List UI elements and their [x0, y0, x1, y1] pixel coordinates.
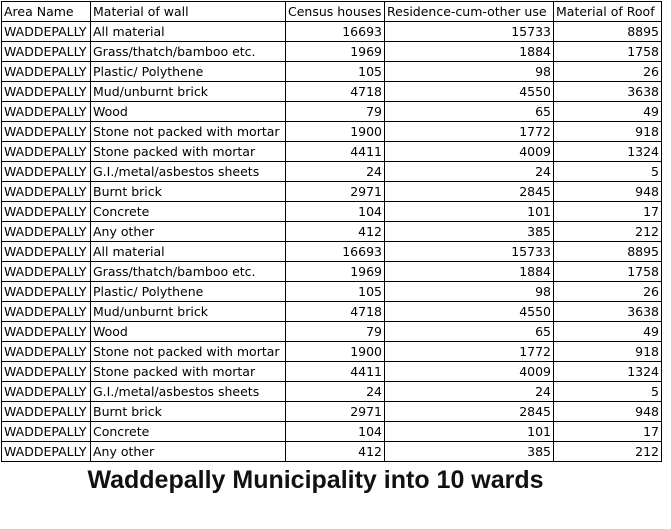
cell-material-of-roof: 948	[554, 182, 662, 202]
cell-residence-use: 65	[385, 102, 554, 122]
cell-residence-use: 4009	[385, 142, 554, 162]
cell-material-of-wall: Burnt brick	[91, 402, 286, 422]
table-row	[2, 182, 662, 202]
cell-material-of-roof: 26	[554, 282, 662, 302]
table-row	[2, 402, 662, 422]
cell-area-name: WADDEPALLY	[2, 222, 91, 242]
cell-material-of-wall: Wood	[91, 102, 286, 122]
cell-material-of-wall: Any other	[91, 222, 286, 242]
header-material-of-roof: Material of Roof	[554, 2, 662, 22]
cell-area-name: WADDEPALLY	[2, 122, 91, 142]
table-row	[2, 82, 662, 102]
table-row	[2, 102, 662, 122]
table-row	[2, 302, 662, 322]
cell-residence-use: 1772	[385, 122, 554, 142]
cell-area-name: WADDEPALLY	[2, 142, 91, 162]
table-row	[2, 62, 662, 82]
cell-material-of-roof: 212	[554, 442, 662, 462]
cell-residence-use: 1884	[385, 262, 554, 282]
cell-area-name: WADDEPALLY	[2, 62, 91, 82]
cell-residence-use: 101	[385, 422, 554, 442]
table-row	[2, 222, 662, 242]
header-census-houses: Census houses	[286, 2, 385, 22]
cell-material-of-roof: 17	[554, 422, 662, 442]
table-row	[2, 22, 662, 42]
cell-material-of-wall: Plastic/ Polythene	[91, 62, 286, 82]
cell-material-of-roof: 918	[554, 122, 662, 142]
table-row	[2, 282, 662, 302]
cell-material-of-roof: 212	[554, 222, 662, 242]
cell-residence-use: 1772	[385, 342, 554, 362]
cell-material-of-wall: Grass/thatch/bamboo etc.	[91, 42, 286, 62]
table-row	[2, 322, 662, 342]
cell-area-name: WADDEPALLY	[2, 162, 91, 182]
table-row	[2, 142, 662, 162]
table-body	[2, 22, 662, 462]
cell-area-name: WADDEPALLY	[2, 262, 91, 282]
cell-area-name: WADDEPALLY	[2, 22, 91, 42]
cell-area-name: WADDEPALLY	[2, 302, 91, 322]
cell-material-of-wall: Grass/thatch/bamboo etc.	[91, 262, 286, 282]
cell-census-houses: 104	[286, 202, 385, 222]
cell-material-of-wall: G.I./metal/asbestos sheets	[91, 382, 286, 402]
cell-area-name: WADDEPALLY	[2, 42, 91, 62]
table-row	[2, 202, 662, 222]
cell-material-of-roof: 1758	[554, 262, 662, 282]
table-row	[2, 242, 662, 262]
header-material-of-wall: Material of wall	[91, 2, 286, 22]
cell-census-houses: 1900	[286, 122, 385, 142]
cell-residence-use: 1884	[385, 42, 554, 62]
cell-material-of-roof: 3638	[554, 82, 662, 102]
cell-area-name: WADDEPALLY	[2, 242, 91, 262]
cell-residence-use: 15733	[385, 242, 554, 262]
cell-residence-use: 4550	[385, 82, 554, 102]
cell-material-of-wall: Mud/unburnt brick	[91, 82, 286, 102]
cell-material-of-wall: Burnt brick	[91, 182, 286, 202]
cell-residence-use: 2845	[385, 402, 554, 422]
cell-residence-use: 385	[385, 222, 554, 242]
cell-residence-use: 98	[385, 62, 554, 82]
cell-material-of-roof: 1324	[554, 142, 662, 162]
header-residence-cum-other-use: Residence-cum-other use	[385, 2, 554, 22]
cell-material-of-roof: 17	[554, 202, 662, 222]
cell-material-of-wall: Stone not packed with mortar	[91, 122, 286, 142]
cell-area-name: WADDEPALLY	[2, 362, 91, 382]
cell-area-name: WADDEPALLY	[2, 382, 91, 402]
cell-census-houses: 1969	[286, 262, 385, 282]
cell-census-houses: 4411	[286, 142, 385, 162]
cell-census-houses: 79	[286, 102, 385, 122]
cell-area-name: WADDEPALLY	[2, 102, 91, 122]
table-row	[2, 122, 662, 142]
cell-material-of-roof: 49	[554, 102, 662, 122]
table-row	[2, 382, 662, 402]
cell-material-of-roof: 26	[554, 62, 662, 82]
cell-census-houses: 412	[286, 222, 385, 242]
cell-census-houses: 105	[286, 282, 385, 302]
cell-area-name: WADDEPALLY	[2, 182, 91, 202]
cell-census-houses: 4718	[286, 302, 385, 322]
cell-material-of-wall: G.I./metal/asbestos sheets	[91, 162, 286, 182]
cell-residence-use: 24	[385, 382, 554, 402]
cell-area-name: WADDEPALLY	[2, 82, 91, 102]
table-row	[2, 422, 662, 442]
cell-material-of-wall: Plastic/ Polythene	[91, 282, 286, 302]
cell-material-of-wall: Mud/unburnt brick	[91, 302, 286, 322]
cell-residence-use: 4009	[385, 362, 554, 382]
cell-residence-use: 24	[385, 162, 554, 182]
cell-census-houses: 16693	[286, 22, 385, 42]
table-row	[2, 362, 662, 382]
cell-residence-use: 15733	[385, 22, 554, 42]
census-table	[1, 1, 662, 462]
cell-census-houses: 1969	[286, 42, 385, 62]
header-area-name: Area Name	[2, 2, 91, 22]
cell-census-houses: 24	[286, 382, 385, 402]
cell-material-of-wall: All material	[91, 242, 286, 262]
cell-residence-use: 4550	[385, 302, 554, 322]
page-caption: Waddepally Municipality into 10 wards	[87, 466, 544, 494]
cell-material-of-wall: Wood	[91, 322, 286, 342]
table-row	[2, 342, 662, 362]
table-row	[2, 42, 662, 62]
cell-material-of-wall: Concrete	[91, 202, 286, 222]
cell-area-name: WADDEPALLY	[2, 282, 91, 302]
cell-area-name: WADDEPALLY	[2, 402, 91, 422]
cell-material-of-roof: 5	[554, 162, 662, 182]
cell-material-of-wall: All material	[91, 22, 286, 42]
cell-material-of-wall: Concrete	[91, 422, 286, 442]
cell-census-houses: 1900	[286, 342, 385, 362]
cell-residence-use: 65	[385, 322, 554, 342]
cell-residence-use: 385	[385, 442, 554, 462]
cell-material-of-wall: Stone packed with mortar	[91, 142, 286, 162]
header-row	[2, 2, 662, 22]
cell-material-of-wall: Stone not packed with mortar	[91, 342, 286, 362]
table-row	[2, 262, 662, 282]
cell-material-of-wall: Any other	[91, 442, 286, 462]
cell-census-houses: 105	[286, 62, 385, 82]
cell-census-houses: 79	[286, 322, 385, 342]
cell-area-name: WADDEPALLY	[2, 202, 91, 222]
cell-census-houses: 16693	[286, 242, 385, 262]
cell-census-houses: 2971	[286, 402, 385, 422]
cell-census-houses: 4411	[286, 362, 385, 382]
cell-material-of-roof: 3638	[554, 302, 662, 322]
cell-residence-use: 101	[385, 202, 554, 222]
cell-area-name: WADDEPALLY	[2, 322, 91, 342]
cell-material-of-roof: 1324	[554, 362, 662, 382]
cell-material-of-roof: 8895	[554, 22, 662, 42]
cell-material-of-roof: 8895	[554, 242, 662, 262]
cell-census-houses: 2971	[286, 182, 385, 202]
cell-census-houses: 412	[286, 442, 385, 462]
cell-census-houses: 104	[286, 422, 385, 442]
cell-census-houses: 4718	[286, 82, 385, 102]
cell-area-name: WADDEPALLY	[2, 442, 91, 462]
table-row	[2, 442, 662, 462]
cell-residence-use: 98	[385, 282, 554, 302]
cell-material-of-roof: 49	[554, 322, 662, 342]
cell-census-houses: 24	[286, 162, 385, 182]
cell-material-of-roof: 948	[554, 402, 662, 422]
cell-area-name: WADDEPALLY	[2, 422, 91, 442]
cell-material-of-wall: Stone packed with mortar	[91, 362, 286, 382]
cell-material-of-roof: 918	[554, 342, 662, 362]
cell-material-of-roof: 1758	[554, 42, 662, 62]
cell-material-of-roof: 5	[554, 382, 662, 402]
table-row	[2, 162, 662, 182]
cell-area-name: WADDEPALLY	[2, 342, 91, 362]
cell-residence-use: 2845	[385, 182, 554, 202]
